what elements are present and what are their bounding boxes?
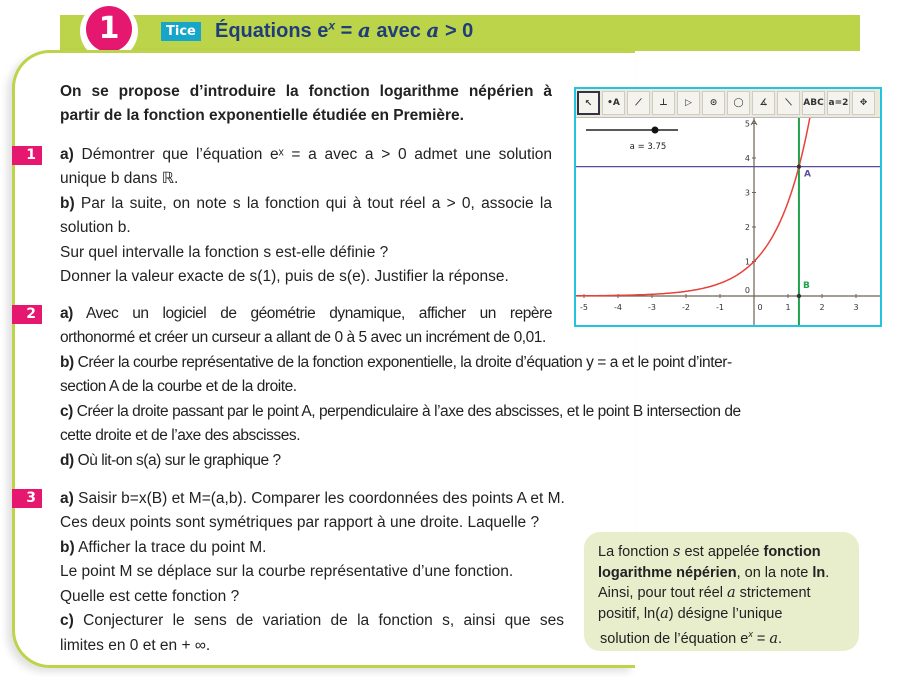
title-var-a: a xyxy=(357,18,371,42)
s2-line: cette droite et de l’axe des abscisses. xyxy=(60,427,301,444)
exponential-curve xyxy=(576,118,815,296)
s3-line: a) Saisir b=x(B) et M=(a,b). Comparer les coordonnées des points A et M. xyxy=(60,490,565,507)
y-tick-label: 4 xyxy=(744,154,750,163)
page-title xyxy=(215,18,473,43)
origin-label: 0 xyxy=(744,286,750,295)
intro-line-1: On se propose d’introduire la fonction logarithme népérien à xyxy=(60,83,552,100)
s1-line: solution b. xyxy=(60,219,131,236)
geogebra-graphics-view[interactable] xyxy=(576,118,880,325)
point-B-label: B xyxy=(802,281,810,291)
s1-line: unique b dans ℝ. xyxy=(60,170,179,187)
definition-note xyxy=(584,532,859,651)
s3-line: limites en 0 et en + ∞. xyxy=(60,637,211,654)
title-avec: avec xyxy=(370,20,427,42)
s2-line: b) Créer la courbe représentative de la fonction exponentielle, la droite d’équation y = a et le point d’inter- xyxy=(60,354,732,371)
exercise-number: 1 xyxy=(86,6,132,52)
slider-label: a = 3.75 xyxy=(629,142,667,152)
title-condition: > 0 xyxy=(439,20,474,42)
angle-tool-icon[interactable]: ∡ xyxy=(752,91,775,115)
circle-tool-icon[interactable]: ⊙ xyxy=(702,91,725,115)
s1-line: b) Par la suite, on note s la fonction qui à tout réel a > 0, associe la xyxy=(60,195,552,212)
x-tick-label: 3 xyxy=(853,303,859,312)
x-tick-label: 2 xyxy=(819,303,825,312)
point-tool-icon[interactable]: •A xyxy=(602,91,625,115)
line-tool-icon[interactable]: ⟋ xyxy=(627,91,650,115)
title-equals: = xyxy=(335,20,358,42)
s2-line: d) Où lit-on s(a) sur le graphique ? xyxy=(60,452,281,469)
s3-line: Quelle est cette fonction ? xyxy=(60,588,240,605)
tice-tag: Tice xyxy=(161,22,201,41)
conic-tool-icon[interactable]: ◯ xyxy=(727,91,750,115)
s3-line: b) Afficher la trace du point M. xyxy=(60,539,267,556)
point-A-label: A xyxy=(803,169,811,180)
y-tick-label: 1 xyxy=(744,257,750,267)
title-var-a: a xyxy=(426,18,440,42)
pointer-tool-icon[interactable]: ↖ xyxy=(577,91,600,115)
geogebra-toolbar xyxy=(576,89,880,118)
s3-line: c) Conjecturer le sens de variation de la fonction s, ainsi que ses xyxy=(60,612,564,629)
y-tick-label: 3 xyxy=(744,188,750,198)
s2-line: orthonormé et créer un curseur a allant de 0 à 5 avec un incrément de 0,01. xyxy=(60,329,546,346)
perpendicular-tool-icon[interactable]: ⊥ xyxy=(652,91,675,115)
s3-line: Le point M se déplace sur la courbe représentative d’une fonction. xyxy=(60,563,514,580)
x-tick-label: -2 xyxy=(682,303,690,312)
s1-line: Sur quel intervalle la fonction s est-elle définie ? xyxy=(60,244,389,261)
point-B xyxy=(797,294,801,298)
x-tick-label: -5 xyxy=(580,303,588,312)
s3-line: Ces deux points sont symétriques par rapport à une droite. Laquelle ? xyxy=(60,514,540,531)
y-tick-label: 5 xyxy=(744,119,750,129)
x-tick-label: -1 xyxy=(716,303,724,312)
slider-knob[interactable] xyxy=(652,127,659,134)
x-tick-label: 1 xyxy=(785,303,791,312)
note-line: solution de l’équation $e^x = a$. xyxy=(600,629,783,647)
geogebra-window[interactable] xyxy=(574,87,882,327)
x-tick-label: -4 xyxy=(614,303,622,312)
s1-line: Donner la valeur exacte de s(1), puis de s(e). Justifier la réponse. xyxy=(60,268,509,285)
note-line: La fonction s est appelée fonction logarithme népérien, on la note ln. xyxy=(598,544,830,581)
title-text: Équations e xyxy=(215,20,329,42)
x-tick-label: 0 xyxy=(757,303,763,312)
section-number-2: 2 xyxy=(12,305,42,324)
polygon-tool-icon[interactable]: ▷ xyxy=(677,91,700,115)
point-A xyxy=(797,164,801,168)
reflect-tool-icon[interactable]: ⟍ xyxy=(777,91,800,115)
note-line: positif, ln(a) désigne l’unique xyxy=(598,605,783,622)
slider-tool-icon[interactable]: a=2 xyxy=(827,91,850,115)
move-view-tool-icon[interactable]: ✥ xyxy=(852,91,875,115)
x-tick-label: -3 xyxy=(648,303,656,312)
s1-line: a) Démontrer que l’équation eˣ = a avec a > 0 admet une solution xyxy=(60,146,553,163)
section-number-3: 3 xyxy=(12,489,42,508)
s2-line: section A de la courbe et de la droite. xyxy=(60,378,297,395)
note-line: Ainsi, pour tout réel a strictement xyxy=(598,585,811,601)
section-number-1: 1 xyxy=(12,146,42,165)
s2-line: c) Créer la droite passant par le point A, perpendiculaire à l’axe des abscisses, et le point B intersection de xyxy=(60,403,741,420)
text-tool-icon[interactable]: ABC xyxy=(802,91,825,115)
title-exponent: x xyxy=(328,18,336,33)
s2-line: a) Avec un logiciel de géométrie dynamique, afficher un repère xyxy=(60,305,552,322)
intro-line-2: partir de la fonction exponentielle étudiée en Première. xyxy=(60,107,464,124)
y-tick-label: 2 xyxy=(744,223,750,232)
